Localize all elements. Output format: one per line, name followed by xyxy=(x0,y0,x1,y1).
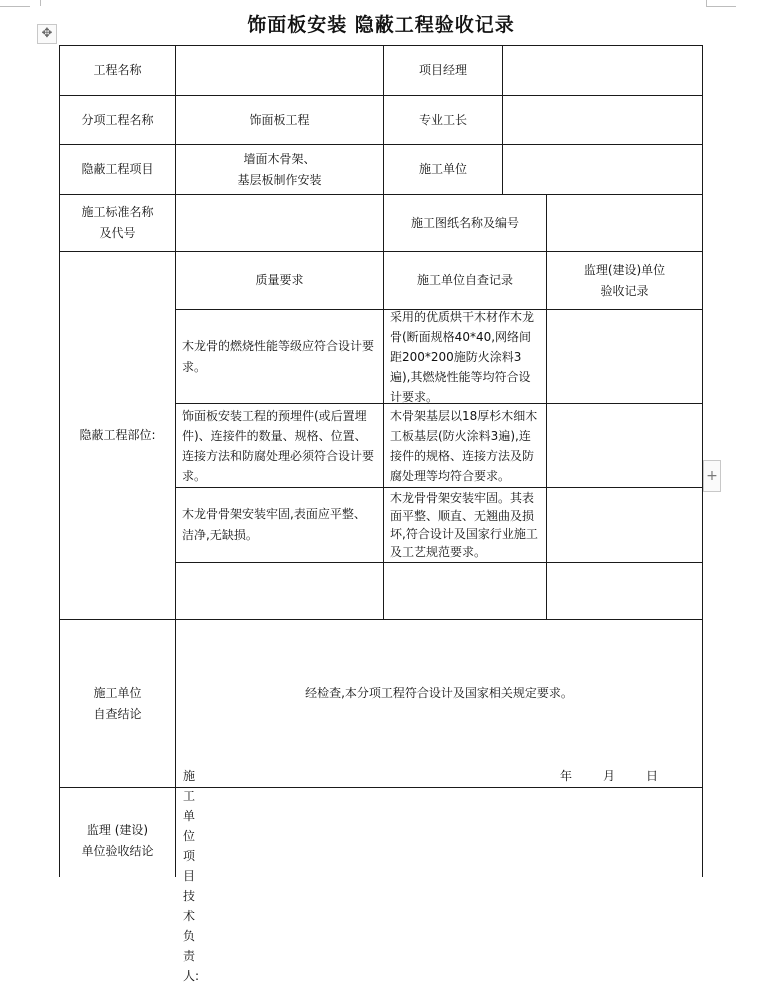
project-manager-label: 项目经理 xyxy=(418,63,467,77)
date-year: 年 xyxy=(560,769,573,783)
drawing-field[interactable] xyxy=(547,195,702,251)
conclusion-text: 经检查,本分项工程符合设计及国家相关规定要求。 xyxy=(305,686,573,700)
requirement-cell: 木龙骨骨架安装牢固,表面应平整、洁净,无缺损。 xyxy=(182,507,366,542)
date-month: 月 xyxy=(603,769,616,783)
signer-label: 施工单位项目技术负责人: xyxy=(183,769,200,983)
hidden-item-value: 墙面木骨架、 基层板制作安装 xyxy=(237,151,322,187)
project-name-field[interactable] xyxy=(176,46,383,95)
col-self-check-header: 施工单位自查记录 xyxy=(416,273,513,287)
move-arrows-icon[interactable]: ✥ xyxy=(37,24,57,44)
supervision-cell[interactable] xyxy=(547,563,702,619)
self-check-cell: 采用的优质烘干木材作木龙骨(断面规格40*40,网络间距200*200施防火涂料3遍),其燃烧性能等均符合设计要求。 xyxy=(390,309,535,404)
supervision-conclusion-field[interactable] xyxy=(176,788,702,877)
supervision-cell[interactable] xyxy=(547,488,702,562)
sub-project-value: 饰面板工程 xyxy=(249,112,310,127)
construction-unit-label: 施工单位 xyxy=(418,162,467,176)
plus-icon[interactable]: + xyxy=(703,460,721,492)
crop-mark xyxy=(30,0,41,6)
requirement-cell: 饰面板安装工程的预埋件(或后置埋件)、连接件的数量、规格、位置、连接方法和防腐处理必须符合设计要求。 xyxy=(182,408,375,483)
supervision-conclusion-label: 监理 (建设) 单位验收结论 xyxy=(81,823,154,858)
construction-unit-field[interactable] xyxy=(503,145,702,194)
requirement-cell: 木龙骨的燃烧性能等级应符合设计要求。 xyxy=(182,338,375,374)
col-supervision-header: 监理(建设)单位 验收记录 xyxy=(583,262,666,298)
hidden-part-label: 隐蔽工程部位: xyxy=(79,428,156,442)
supervision-cell[interactable] xyxy=(547,404,702,487)
crop-mark xyxy=(706,0,736,7)
date-day: 日 xyxy=(646,769,659,783)
foreman-field[interactable] xyxy=(503,96,702,144)
self-check-conclusion-label: 施工单位 自查结论 xyxy=(93,685,142,721)
crop-mark xyxy=(0,0,30,7)
drawing-label: 施工图纸名称及编号 xyxy=(410,215,519,230)
self-check-cell[interactable] xyxy=(384,563,546,619)
requirement-cell[interactable] xyxy=(176,563,383,619)
standard-field[interactable] xyxy=(176,195,383,251)
standard-label: 施工标准名称 及代号 xyxy=(81,205,154,240)
project-manager-field[interactable] xyxy=(503,46,702,95)
col-quality-header: 质量要求 xyxy=(255,273,304,287)
foreman-label: 专业工长 xyxy=(418,112,467,127)
hidden-item-label: 隐蔽工程项目 xyxy=(81,162,154,176)
project-name-label: 工程名称 xyxy=(93,63,142,77)
self-check-cell: 木龙骨骨架安装牢固。其表面平整、顺直、无翘曲及损坏,符合设计及国家行业施工及工艺规范要求。 xyxy=(390,491,538,559)
self-check-cell: 木骨架基层以18厚杉木细木工板基层(防火涂料3遍),连接件的规格、连接方法及防腐处理等均符合要求。 xyxy=(390,408,538,483)
supervision-cell[interactable] xyxy=(547,310,702,403)
sub-project-label: 分项工程名称 xyxy=(81,112,154,127)
document-title: 饰面板安装 隐蔽工程验收记录 xyxy=(247,14,515,36)
